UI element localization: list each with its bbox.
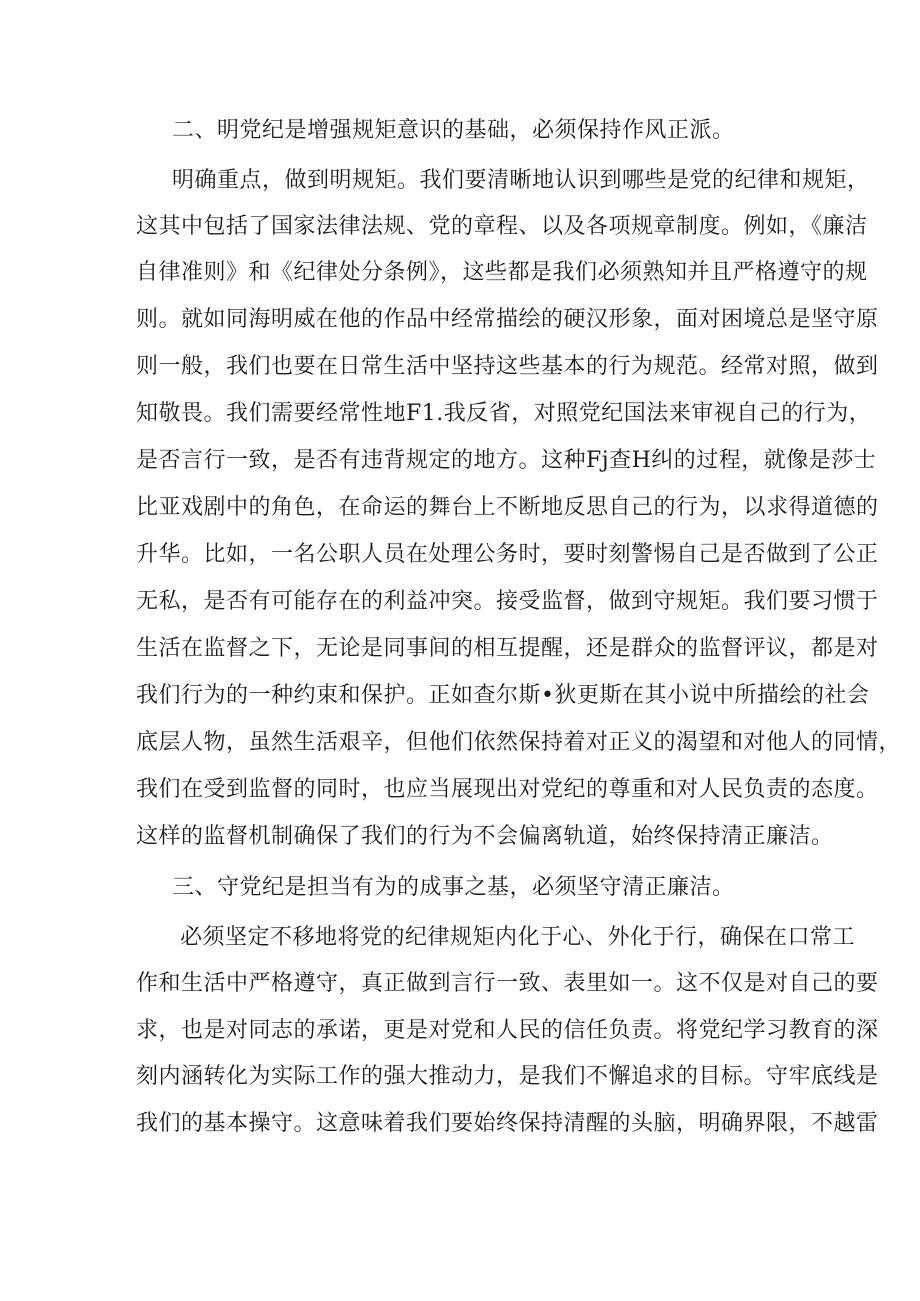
section-2-line-10: 无私，是否有可能存在的利益冲突。接受监督，做到守规矩。我们要习惯于 [136,589,879,614]
section-2-line-9: 升华。比如，一名公职人员在处理公务时，要时刻警惕自己是否做到了公正 [136,542,879,567]
section-2-line-11: 生活在监督之下，无论是同事间的相互提醒，还是群众的监督评议，都是对 [136,636,879,661]
section-2-line-13: 底层人物，虽然生活艰辛，但他们依然保持着对正义的渴望和对他人的同情， [136,730,902,755]
section-2-line-7: 是否言行一致，是否有违背规定的地方。这种Fj查H纠的过程，就像是莎士 [136,448,877,473]
section-2-line-14: 我们在受到监督的同时，也应当展现出对党纪的尊重和对人民负责的态度。 [136,777,879,802]
section-2-line-2: 这其中包括了国家法律法规、党的章程、以及各项规章制度。例如，《廉洁 [136,214,868,239]
section-3-line-5: 我们的基本操守。这意味着我们要始终保持清醒的头脑，明确界限，不越雷 [136,1111,879,1136]
section-2-line-4: 则。就如同海明威在他的作品中经常描绘的硬汉形象，面对困境总是坚守原 [136,307,879,332]
section-3-line-2: 作和生活中严格遵守，真正做到言行一致、表里如一。这不仅是对自己的要 [136,971,879,996]
section-2-heading: 二、明党纪是增强规矩意识的基础，必须保持作风正派。 [172,118,735,143]
section-3-heading: 三、守党纪是担当有为的成事之基，必须坚守清正廉洁。 [172,875,735,900]
section-2-line-3: 自律准则》和《纪律处分条例》，这些都是我们必须熟知并且严格遵守的规 [136,260,868,285]
section-2-line-15: 这样的监督机制确保了我们的行为不会偏离轨道，始终保持清正廉洁。 [136,824,834,849]
section-2-line-8: 比亚戏剧中的角色，在命运的舞台上不断地反思自己的行为，以求得道德的 [136,495,879,520]
section-3-line-3: 求，也是对同志的承诺，更是对党和人民的信任负责。将党纪学习教育的深 [136,1018,879,1043]
section-2-line-1: 明确重点，做到明规矩。我们要清晰地认识到哪些是党的纪律和规矩， [172,168,870,193]
section-3-line-4: 刻内涵转化为实际工作的强大推动力，是我们不懈追求的目标。守牢底线是 [136,1064,879,1089]
section-3-line-1: 必须坚定不移地将党的纪律规矩内化于心、外化于行，确保在口常工 [180,925,856,950]
section-2-line-6: 知敬畏。我们需要经常性地F1.我反省，对照党纪国法来审视自己的行为， [136,401,872,426]
section-2-line-12: 我们行为的一种约束和保护。正如查尔斯•狄更斯在其小说中所描绘的社会 [136,683,870,708]
section-2-line-5: 则一般，我们也要在日常生活中坚持这些基本的行为规范。经常对照，做到 [136,354,879,379]
